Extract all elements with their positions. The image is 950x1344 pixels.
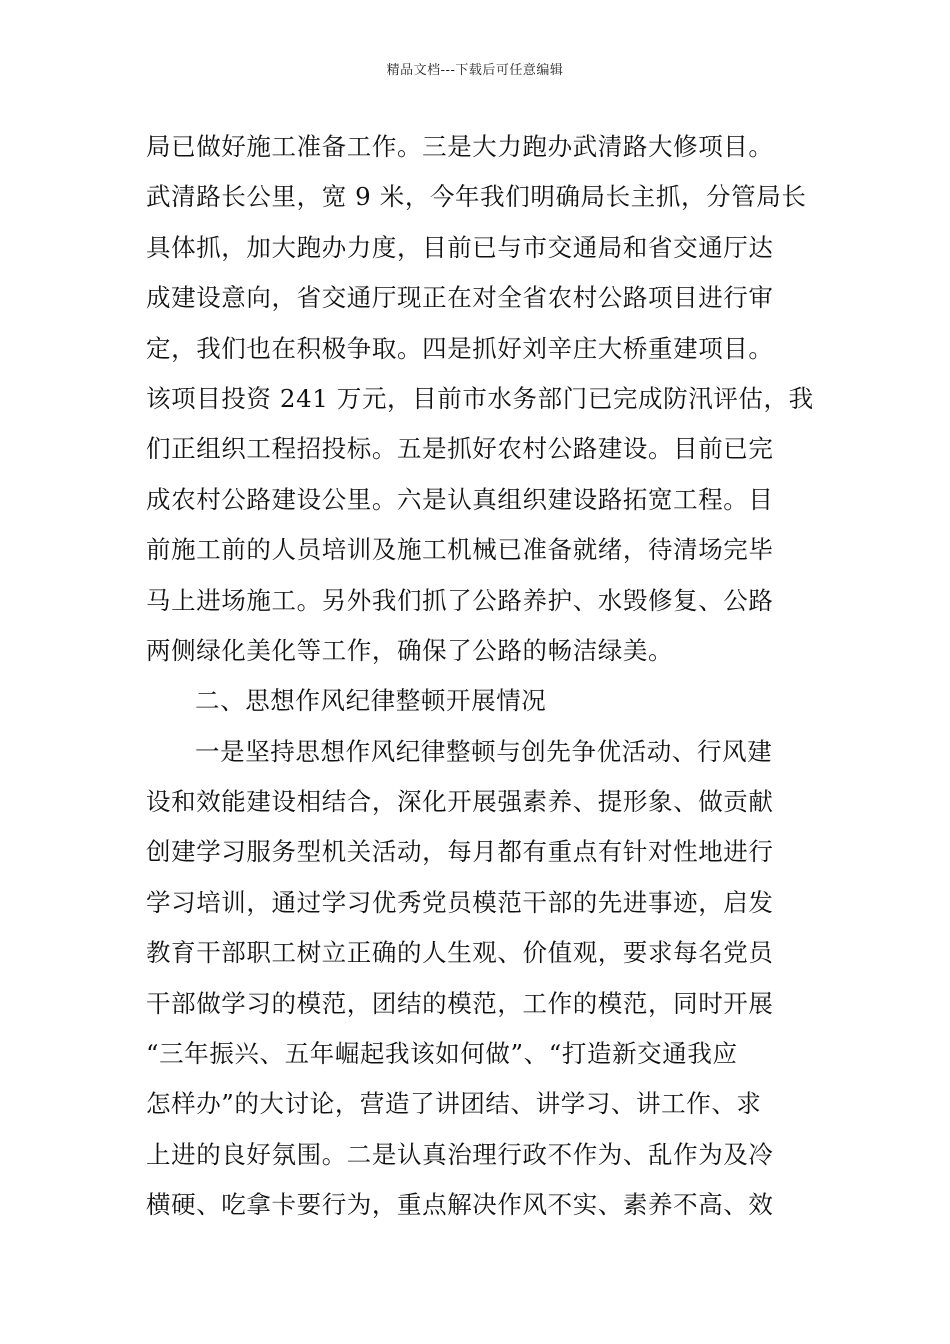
page-header: 精品文档---下载后可任意编辑: [386, 63, 564, 78]
body-line-21: 上进的良好氛围。二是认真治理行政不作为、乱作为及冷: [146, 1139, 774, 1169]
body-line-20: 怎样办”的大讨论，营造了讲团结、讲学习、讲工作、求: [146, 1089, 762, 1119]
body-line-4: 成建设意向，省交通厅现正在对全省农村公路项目进行审: [146, 283, 774, 313]
body-line-3: 具体抓，加大跑办力度，目前已与市交通局和省交通厅达: [146, 232, 774, 262]
body-line-16: 学习培训，通过学习优秀党员模范干部的先进事迹，启发: [146, 887, 774, 917]
body-line-11: 两侧绿化美化等工作，确保了公路的畅洁绿美。: [146, 635, 674, 665]
body-line-19: “三年振兴、五年崛起我该如何做”、“打造新交通我应: [146, 1039, 738, 1069]
body-line-9: 前施工前的人员培训及施工机械已准备就绪，待清场完毕: [146, 535, 774, 565]
body-line-7: 们正组织工程招投标。五是抓好农村公路建设。目前已完: [146, 434, 774, 464]
body-line-15: 创建学习服务型机关活动，每月都有重点有针对性地进行: [146, 837, 774, 867]
body-line-13: 一是坚持思想作风纪律整顿与创先争优活动、行风建: [195, 736, 773, 766]
body-line-17: 教育干部职工树立正确的人生观、价值观，要求每名党员: [146, 938, 774, 968]
body-line-8: 成农村公路建设公里。六是认真组织建设路拓宽工程。目: [146, 484, 774, 514]
body-line-10: 马上进场施工。另外我们抓了公路养护、水毁修复、公路: [146, 585, 774, 615]
document-body: [146, 122, 814, 1231]
body-line-18: 干部做学习的模范，团结的模范，工作的模范，同时开展: [146, 988, 774, 1018]
body-line-2: 武清路长公里，宽 9 米，今年我们明确局长主抓，分管局长: [146, 182, 807, 212]
body-line-6: 该项目投资 241 万元，目前市水务部门已完成防汛评估，我: [146, 383, 814, 413]
section-heading: 二、思想作风纪律整顿开展情况: [195, 686, 547, 716]
body-line-22: 横硬、吃拿卡要行为，重点解决作风不实、素养不高、效: [146, 1190, 774, 1220]
body-line-14: 设和效能建设相结合，深化开展强素养、提形象、做贡献: [146, 787, 774, 817]
body-line-1: 局已做好施工准备工作。三是大力跑办武清路大修项目。: [146, 132, 774, 161]
body-line-5: 定，我们也在积极争取。四是抓好刘辛庄大桥重建项目。: [146, 333, 774, 363]
